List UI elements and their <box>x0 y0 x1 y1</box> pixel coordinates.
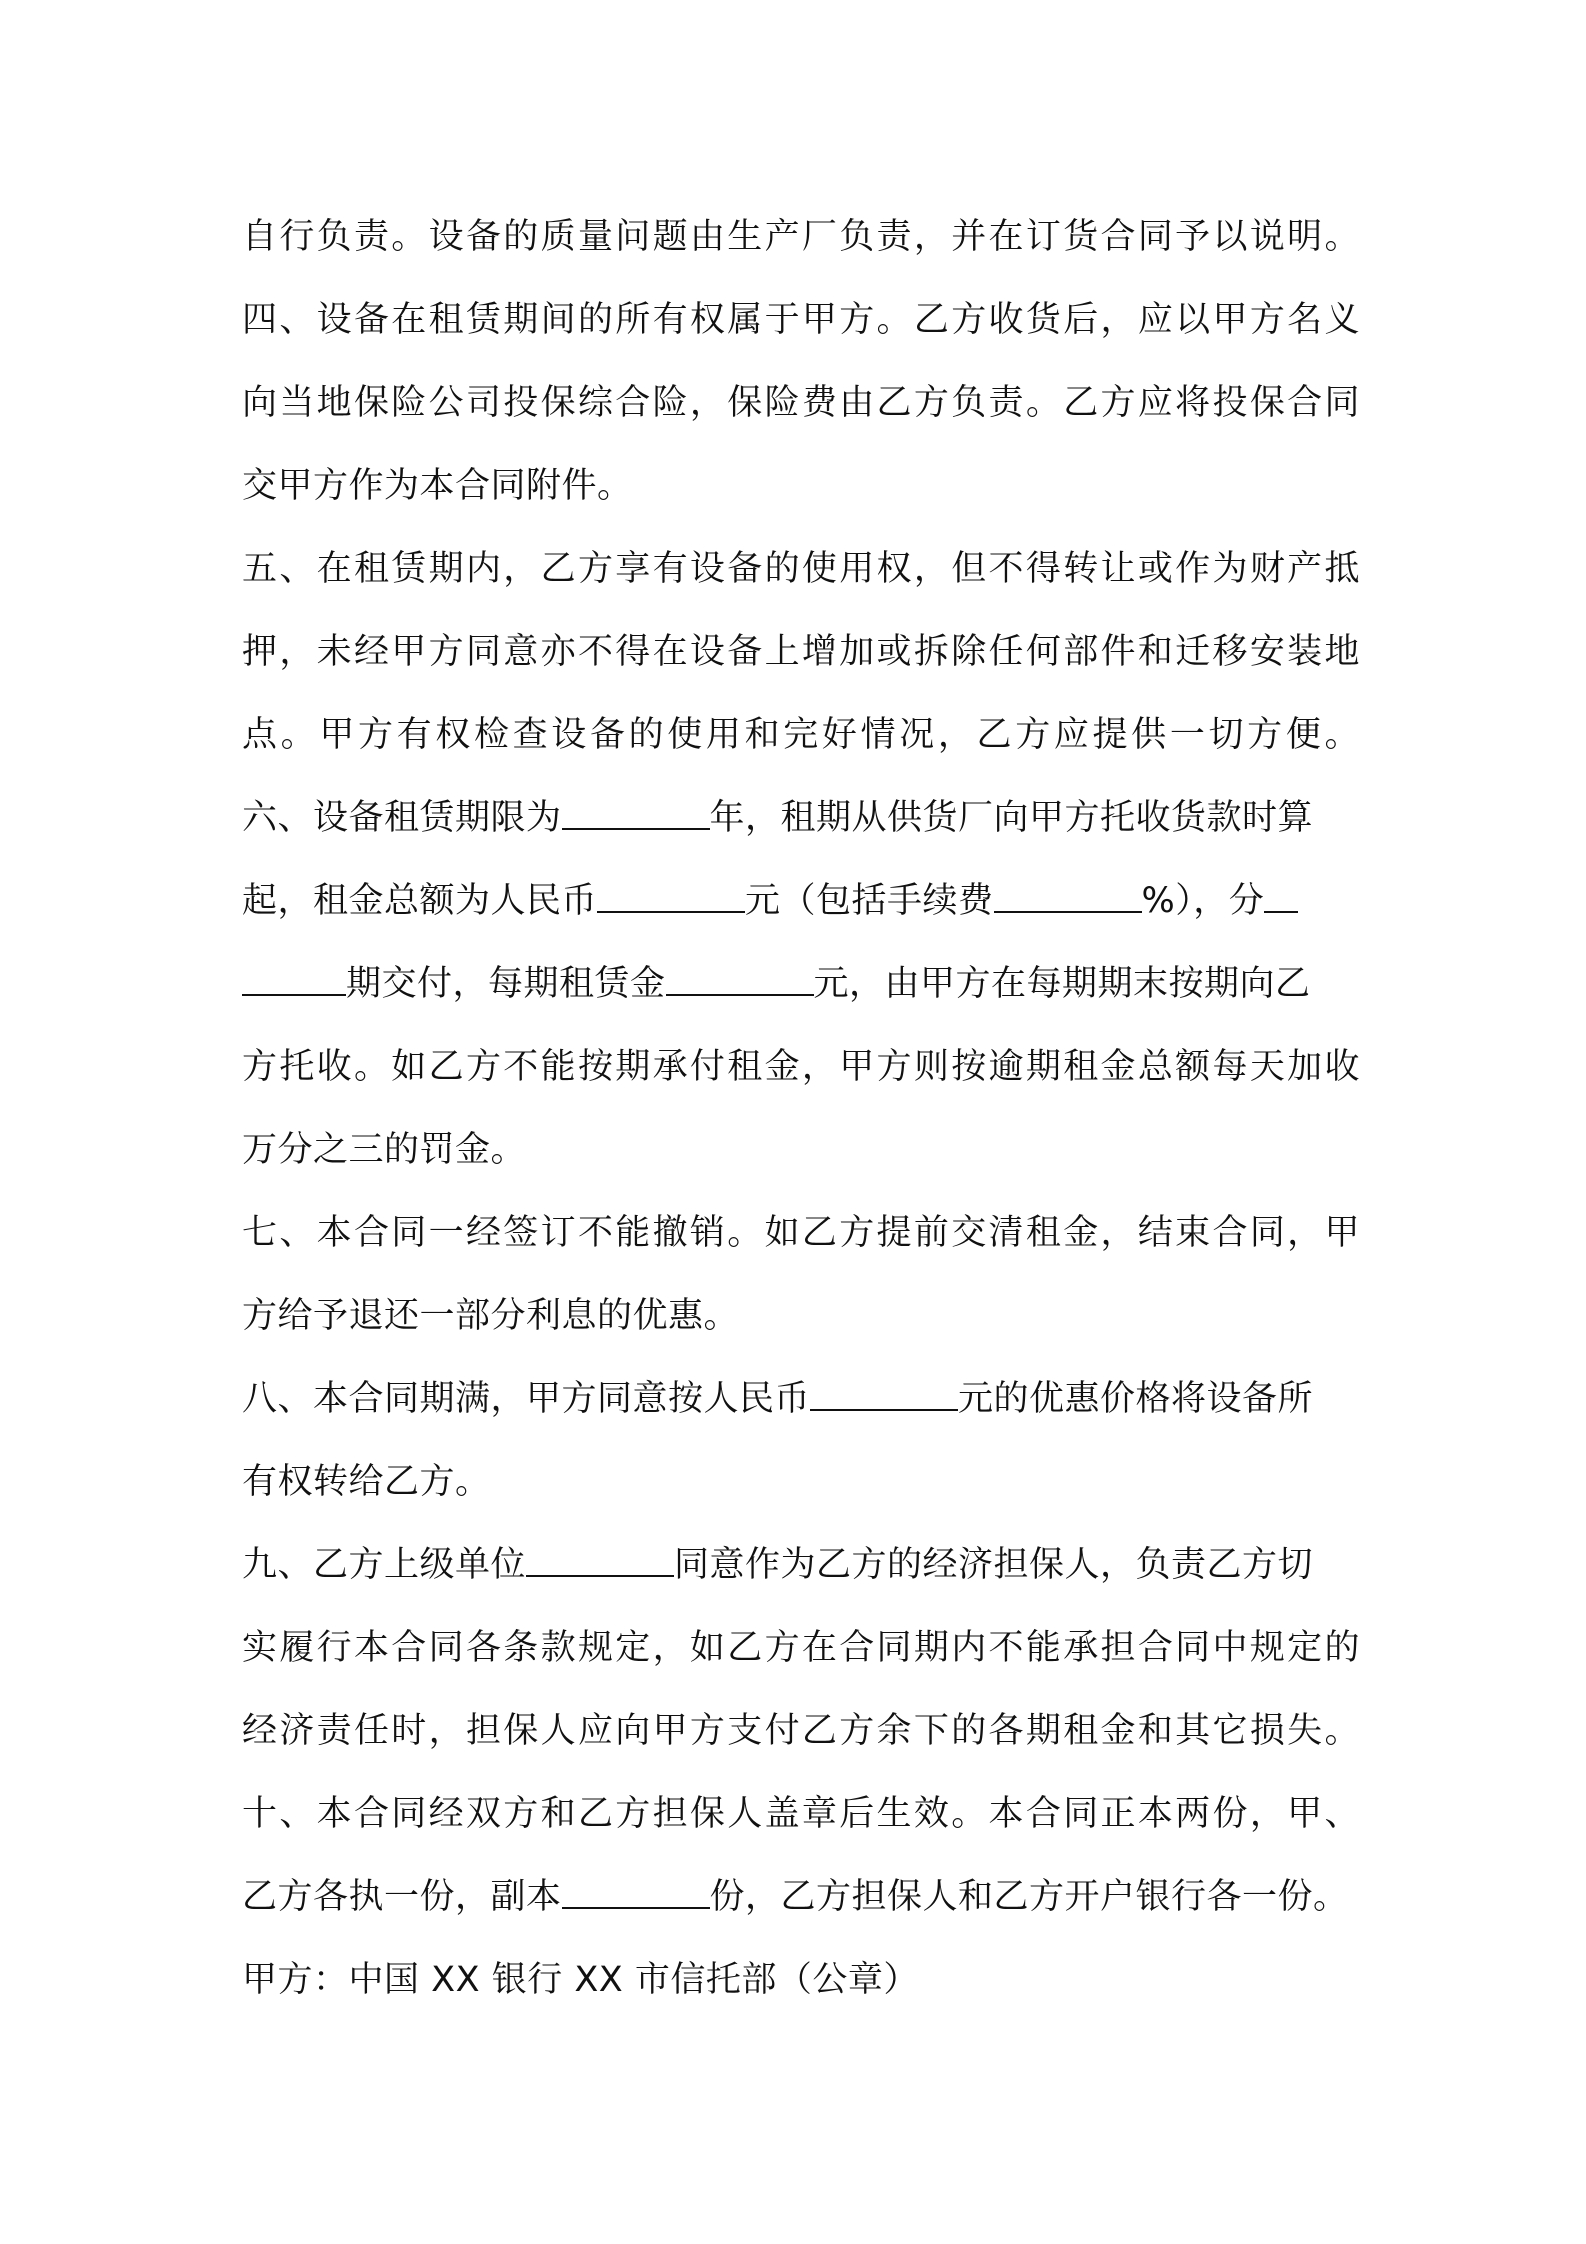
clause-6-line <box>242 777 1360 860</box>
fill-in-blank-installments[interactable] <box>1264 879 1298 913</box>
text-segment: 九、乙方上级单位 <box>242 1545 527 1585</box>
party-a-signature-line: 甲方：中国 XX 银行 XX 市信托部（公章） <box>242 1960 919 2000</box>
clause-5-line: 五、在租赁期内，乙方享有设备的使用权，但不得转让或作为财产抵 <box>242 549 1360 589</box>
text-line: 点。甲方有权检查设备的使用和完好情况，乙方应提供一切方便。 <box>242 715 1360 755</box>
fill-in-blank-installment-amount[interactable] <box>666 962 814 996</box>
fill-in-blank-transfer-price[interactable] <box>810 1377 958 1411</box>
fill-in-blank-total-rent[interactable] <box>597 879 745 913</box>
clause-8-line <box>242 1358 1360 1441</box>
text-line: 押，未经甲方同意亦不得在设备上增加或拆除任何部件和迁移安装地 <box>242 632 1360 672</box>
text-segment: 同意作为乙方的经济担保人，负责乙方切 <box>674 1545 1314 1585</box>
text-line: 经济责任时，担保人应向甲方支付乙方余下的各期租金和其它损失。 <box>242 1711 1360 1751</box>
contract-body <box>242 196 1360 2022</box>
text-line: 方托收。如乙方不能按期承付租金，甲方则按逾期租金总额每天加收 <box>242 1047 1360 1087</box>
text-segment: 八、本合同期满，甲方同意按人民币 <box>242 1379 811 1419</box>
text-segment: 份，乙方担保人和乙方开户银行各一份。 <box>709 1877 1349 1917</box>
text-line: 有权转给乙方。 <box>242 1462 491 1502</box>
text-segment: 元，由甲方在每期期末按期向乙 <box>813 964 1311 1004</box>
fill-in-blank-guarantor-unit[interactable] <box>526 1543 674 1577</box>
text-segment: 元（包括手续费 <box>745 881 994 921</box>
fill-in-blank-installments-cont[interactable] <box>242 962 346 996</box>
text-line: 自行负责。设备的质量问题由生产厂负责，并在订货合同予以说明。 <box>242 217 1360 257</box>
text-line <box>242 1856 1360 1939</box>
text-segment: 年，租期从供货厂向甲方托收货款时算 <box>709 798 1314 838</box>
text-segment: 六、设备租赁期限为 <box>242 798 562 838</box>
text-line: 实履行本合同各条款规定，如乙方在合同期内不能承担合同中规定的 <box>242 1628 1360 1668</box>
fill-in-blank-fee-percent[interactable] <box>994 879 1142 913</box>
clause-10-line: 十、本合同经双方和乙方担保人盖章后生效。本合同正本两份，甲、 <box>242 1794 1360 1834</box>
text-segment: 期交付，每期租赁金 <box>346 964 666 1004</box>
clause-4-line: 四、设备在租赁期间的所有权属于甲方。乙方收货后，应以甲方名义 <box>242 300 1360 340</box>
text-segment: %），分 <box>1141 881 1265 921</box>
text-line: 交甲方作为本合同附件。 <box>242 466 633 506</box>
text-segment: 起，租金总额为人民币 <box>242 881 598 921</box>
text-line: 向当地保险公司投保综合险，保险费由乙方负责。乙方应将投保合同 <box>242 383 1360 423</box>
text-line: 方给予退还一部分利息的优惠。 <box>242 1296 740 1336</box>
text-line <box>242 943 1360 1026</box>
clause-9-line <box>242 1524 1360 1607</box>
text-segment: 乙方各执一份，副本 <box>242 1877 562 1917</box>
clause-7-line: 七、本合同一经签订不能撤销。如乙方提前交清租金，结束合同，甲 <box>242 1213 1360 1253</box>
text-line <box>242 860 1360 943</box>
text-line: 万分之三的罚金。 <box>242 1130 527 1170</box>
fill-in-blank-copies[interactable] <box>562 1875 710 1909</box>
fill-in-blank-lease-term[interactable] <box>562 796 710 830</box>
text-segment: 元的优惠价格将设备所 <box>958 1379 1314 1419</box>
